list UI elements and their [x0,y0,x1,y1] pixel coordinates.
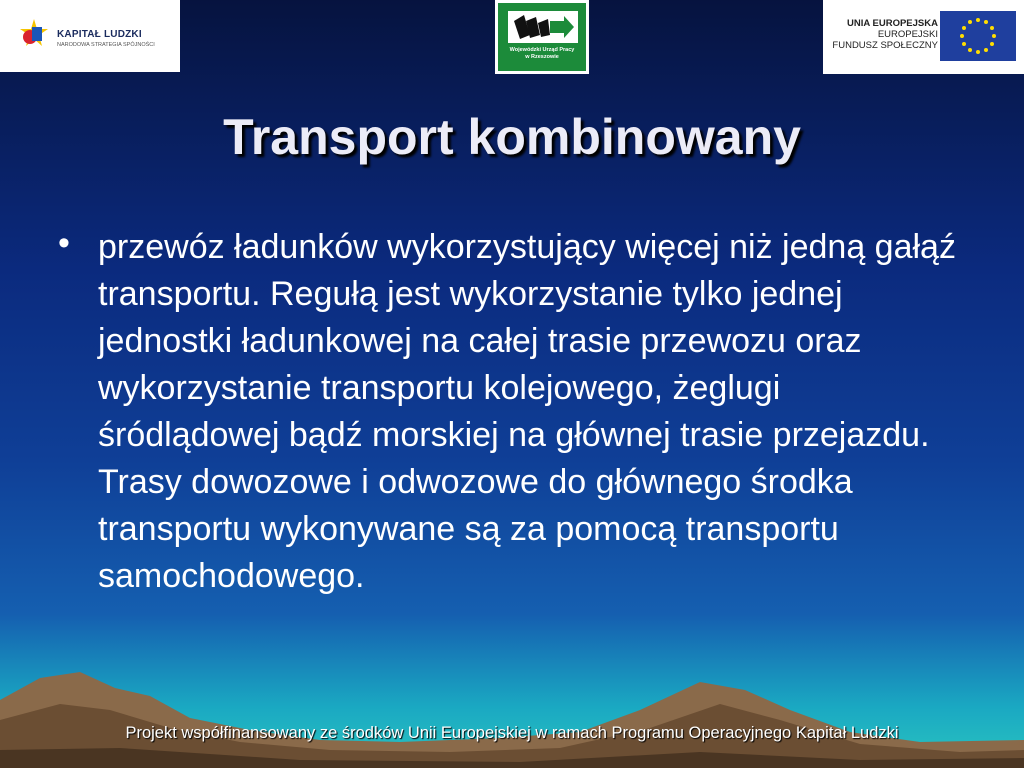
wup-logo-panel [498,3,586,71]
kapital-ludzki-logo [0,0,180,72]
bullet-text: przewóz ładunków wykorzystujący więcej niż jedną gałąź transportu. Regułą jest wykorzystanie tylko jednej jednostki ładunkowej na całej trasie przewozu oraz wykorzystanie transportu kolejowego, żeglugi śródlądowej bądź morskiej na głównej trasie przejazdu. Trasy dowozowe i odwozowe do głównego środka transportu wykonywane są za pomocą transportu samochodowego. [98,228,956,595]
eu-line1: UNIA EUROPEJSKA [847,18,938,29]
eu-text-block [832,18,938,51]
wup-caption-line2: w Rzeszowie [525,54,559,60]
eu-line2: EUROPEJSKI [877,29,938,40]
eu-logo [823,0,1024,74]
wup-caption-line1: Wojewódzki Urząd Pracy [509,47,575,53]
wup-caption [502,47,582,61]
eu-flag-icon [940,11,1016,61]
wup-arrow-icon [508,11,578,43]
kapital-ludzki-subtitle: NARODOWA STRATEGIA SPÓJNOŚCI [57,42,155,48]
slide-title: Transport kombinowany [223,109,801,165]
kapital-ludzki-name: KAPITAŁ LUDZKI [57,29,142,40]
kapital-ludzki-star-icon [18,17,50,49]
bullet-marker: • [58,224,70,262]
footer-note: Projekt współfinansowany ze środków Unii Europejskiej w ramach Programu Operacyjnego Kapitał Ludzki [125,724,899,742]
wup-logo [495,0,589,74]
eu-line3: FUNDUSZ SPOŁECZNY [832,40,938,51]
